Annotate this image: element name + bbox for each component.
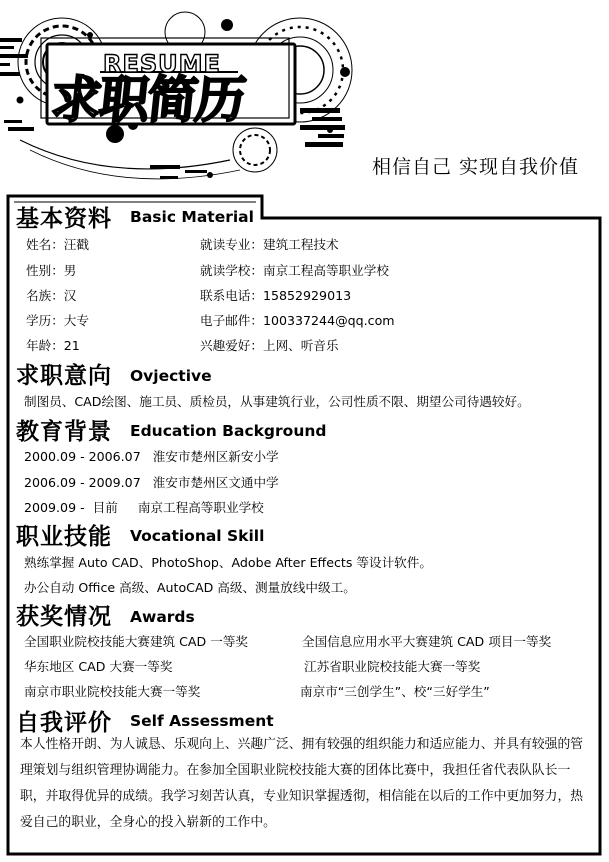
skills-item: 办公自动 Office 高级、AutoCAD 高级、测量放线中级工。 <box>24 580 356 595</box>
basic-major: 就读专业：建筑工程技术 <box>200 237 339 252</box>
objective-section-title: 求职意向 <box>16 363 112 389</box>
award-item: 江苏省职业院校技能大赛一等奖 <box>304 659 481 674</box>
skills-item: 熟练掌握 Auto CAD、PhotoShop、Adobe After Effects 等设计软件。 <box>24 555 432 570</box>
logo-title: 求职简历 <box>48 71 247 129</box>
education-section-title-en: Education Background <box>130 422 327 440</box>
award-item: 南京市“三创学生”、校“三好学生” <box>300 684 490 699</box>
logo-resume-text: RESUME <box>103 50 221 78</box>
education-item: 2009.09 - 目前 南京工程高等职业学校 <box>24 500 264 515</box>
basic-school: 就读学校：南京工程高等职业学校 <box>200 263 389 278</box>
education-item: 2000.09 - 2006.07 淮安市楚州区新安小学 <box>24 449 279 464</box>
award-item: 华东地区 CAD 大赛一等奖 <box>24 659 173 674</box>
awards-section-title-en: Awards <box>130 608 195 626</box>
slogan: 相信自己 实现自我价值 <box>372 156 580 178</box>
basic-gender: 性别：男 <box>26 263 77 278</box>
basic-section-title-en: Basic Material <box>130 208 254 226</box>
awards-section-title: 获奖情况 <box>16 604 112 630</box>
basic-hobbies: 兴趣爱好：上网、听音乐 <box>200 338 339 353</box>
basic-section-title: 基本资料 <box>16 206 112 232</box>
award-item: 全国职业院校技能大赛建筑 CAD 一等奖 <box>24 634 249 649</box>
self-section-title: 自我评价 <box>16 710 112 736</box>
basic-age: 年龄：21 <box>26 338 80 353</box>
basic-name: 姓名：汪戳 <box>26 237 89 252</box>
basic-phone: 联系电话：15852929013 <box>200 288 352 303</box>
award-item: 南京市职业院校技能大赛一等奖 <box>24 684 201 699</box>
basic-email: 电子邮件：100337244@qq.com <box>200 313 395 328</box>
objective-text: 制图员、CAD绘图、施工员、质检员，从事建筑行业，公司性质不限、期望公司待遇较好。 <box>24 394 530 409</box>
education-section-title: 教育背景 <box>16 419 112 445</box>
objective-section-title-en: Ovjective <box>130 367 212 385</box>
skills-section-title: 职业技能 <box>16 524 112 550</box>
self-section-title-en: Self Assessment <box>130 712 274 730</box>
basic-ethnicity: 名族：汉 <box>26 288 77 303</box>
self-assessment-text: 本人性格开朗、为人诚恳、乐观向上、兴趣广泛、拥有较强的组织能力和适应能力、并具有较强的管理策划与组织管理协调能力。在参加全国职业院校技能大赛的团体比赛中，我担任省代表队队长一职，并取得优异的成绩。我学习刻苦认真，专业知识掌握透彻，相信能在以后的工作中更加努力，热爱自己的职业，全身心的投入崭新的工作中。 <box>20 737 584 830</box>
award-item: 全国信息应用水平大赛建筑 CAD 项目一等奖 <box>302 634 552 649</box>
education-item: 2006.09 - 2009.07 淮安市楚州区文通中学 <box>24 475 279 490</box>
skills-section-title-en: Vocational Skill <box>130 527 265 545</box>
basic-education: 学历：大专 <box>26 313 89 328</box>
